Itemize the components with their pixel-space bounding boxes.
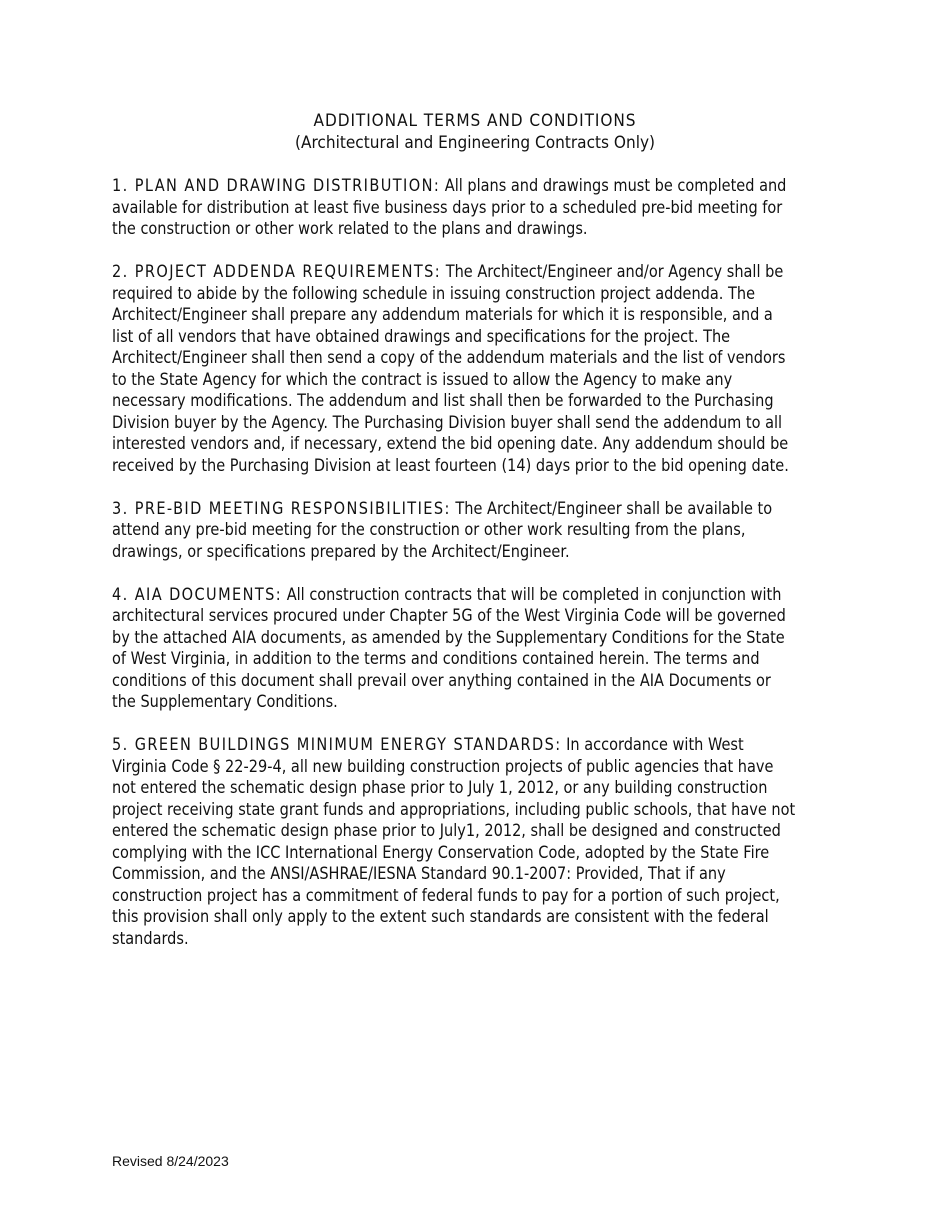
document-header <box>33 110 917 154</box>
section-text: The Architect/Engineer shall be available to attend any pre-bid meeting for the construction or other work resulting from the plans, drawings, or specifications prepared by the Architect/Engineer. <box>112 498 773 561</box>
section-text: All plans and drawings must be completed and available for distribution at least five business days prior to a scheduled pre-bid meeting for the construction or other work related to the plans and drawings. <box>112 176 787 238</box>
revision-date: Revised 8/24/2023 <box>112 1153 229 1169</box>
section-pre-bid-meeting <box>112 498 797 563</box>
section-heading: 5. GREEN BUILDINGS MINIMUM ENERGY STANDARDS: <box>112 735 562 754</box>
section-heading: 4. AIA DOCUMENTS: <box>112 584 283 604</box>
section-project-addenda-requirements <box>112 261 797 476</box>
document-body <box>112 175 797 971</box>
section-green-buildings <box>112 734 797 949</box>
section-aia-documents <box>112 584 797 713</box>
section-plan-drawing-distribution <box>112 175 797 240</box>
section-heading: 3. PRE-BID MEETING RESPONSIBILITIES: <box>112 498 451 518</box>
document-title: ADDITIONAL TERMS AND CONDITIONS <box>313 111 637 130</box>
section-heading: 1. PLAN AND DRAWING DISTRIBUTION: <box>112 176 441 195</box>
section-text: All construction contracts that will be completed in conjunction with architectural services procured under Chapter 5G of the West Virginia Code will be governed by the attached AIA documents, as amended by the Supplementary Conditions for the State of West Virginia, in addition to the terms and conditions contained herein. The terms and conditions of this document shall prevail over anything contained in the AIA Documents or the Supplementary Conditions. <box>112 584 786 711</box>
section-heading: 2. PROJECT ADDENDA REQUIREMENTS: <box>112 262 442 281</box>
section-text: In accordance with West Virginia Code § 22-29-4, all new building construction projects of public agencies that have not entered the schematic design phase prior to July 1, 2012, or any building construction project receiving state grant funds and appropriations, including public schools, that have not entered the schematic design phase prior to July1, 2012, shall be designed and constructed complying with the ICC International Energy Conservation Code, adopted by the State Fire Commission, and the ANSI/ASHRAE/IESNA Standard 90.1-2007: Provided, That if any construction project has a commitment of federal funds to pay for a portion of such project, this provision shall only apply to the extent such standards are consistent with the federal standards. <box>112 735 796 948</box>
section-text: The Architect/Engineer and/or Agency shall be required to abide by the following schedule in issuing construction project addenda. The Architect/Engineer shall prepare any addendum materials for which it is responsible, and a list of all vendors that have obtained drawings and specifications for the project. The Architect/Engineer shall then send a copy of the addendum materials and the list of vendors to the State Agency for which the contract is issued to allow the Agency to make any necessary modifications. The addendum and list shall then be forwarded to the Purchasing Division buyer by the Agency. The Purchasing Division buyer shall send the addendum to all interested vendors and, if necessary, extend the bid opening date. Any addendum should be received by the Purchasing Division at least fourteen (14) days prior to the bid opening date. <box>112 262 789 475</box>
document-subtitle: (Architectural and Engineering Contracts Only) <box>294 133 656 152</box>
